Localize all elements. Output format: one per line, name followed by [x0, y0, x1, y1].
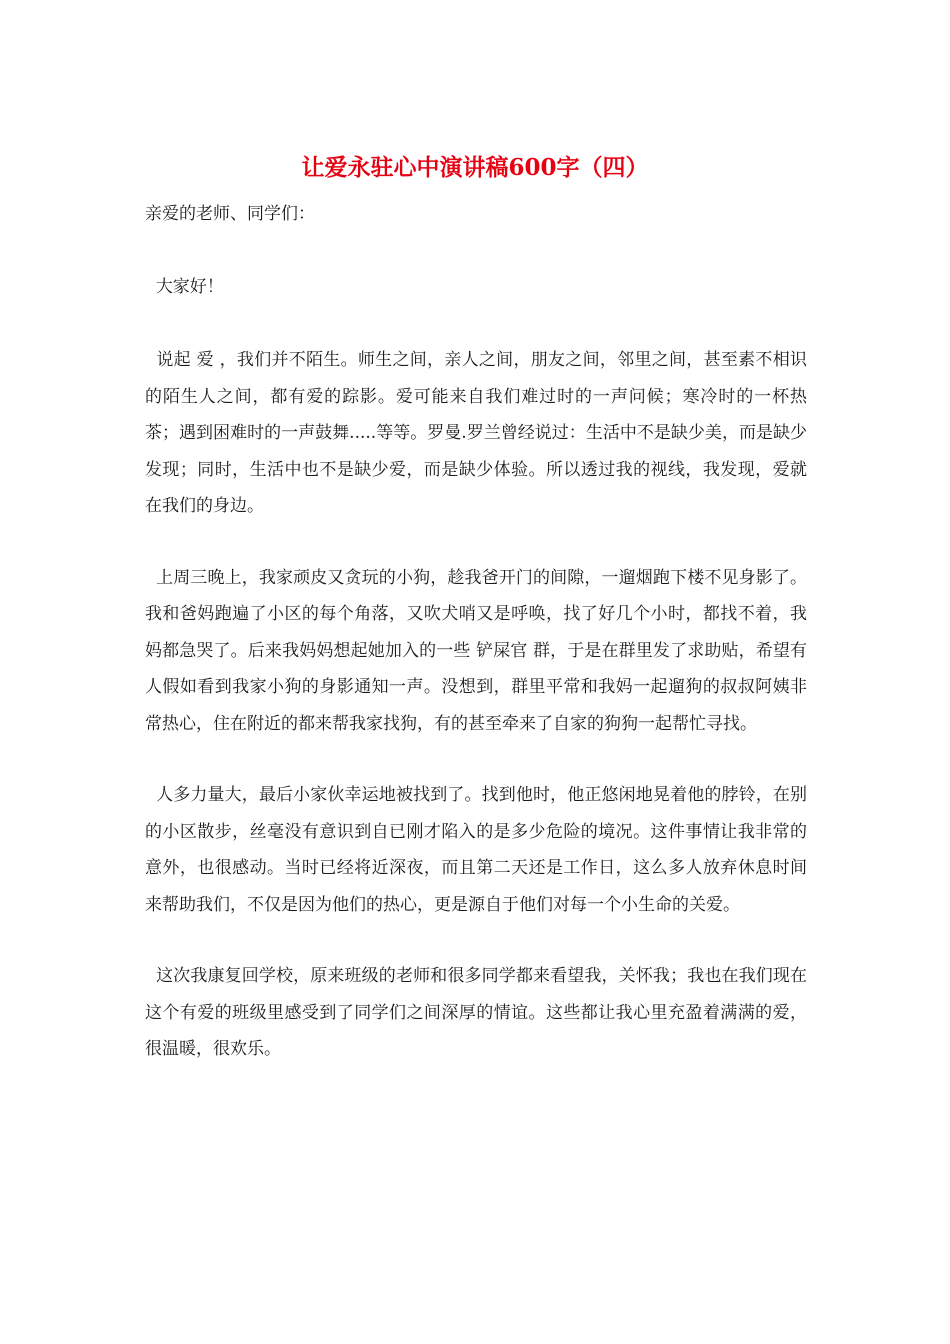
greeting-paragraph: 大家好！	[145, 277, 224, 297]
document-body	[145, 196, 807, 1068]
paragraph-spacer	[145, 923, 807, 958]
paragraph-spacer	[145, 306, 807, 343]
body-paragraph: 人多力量大，最后小家伙幸运地被找到了。找到他时，他正悠闲地晃着他的脖铃，在别的小区散步，丝毫没有意识到自已刚才陷入的是多少危险的境况。这件事情让我非常的意外，也很感动。当时已经将近深夜，而且第二天还是工作日，这么多人放弃休息时间来帮助我们，不仅是因为他们的热心，更是源自于他们对每一个小生命的关爱。	[145, 785, 807, 915]
paragraph-spacer	[145, 525, 807, 560]
paragraph-spacer	[145, 742, 807, 777]
closing-paragraph: 这次我康复回学校，原来班级的老师和很多同学都来看望我，关怀我；我也在我们现在这个有爱的班级里感受到了同学们之间深厚的情谊。这些都让我心里充盈着满满的爱，很温暖，很欢乐。	[145, 966, 807, 1059]
document-title: 让爱永驻心中演讲稿600字（四）	[301, 154, 649, 181]
paragraph-spacer	[145, 233, 807, 270]
body-paragraph: 上周三晚上，我家顽皮又贪玩的小狗，趁我爸开门的间隙，一遛烟跑下楼不见身影了。我和爸妈跑遍了小区的每个角落，又吹犬哨又是呼唤，找了好几个小时，都找不着，我妈都急哭了。后来我妈妈想起她加入的一些 铲屎官 群，于是在群里发了求助贴，希望有人假如看到我家小狗的身影通知一声。没想到，群里平常和我妈一起遛狗的叔叔阿姨非常热心，住在附近的都来帮我家找狗，有的甚至牵来了自家的狗狗一起帮忙寻找。	[145, 567, 807, 734]
salutation-paragraph: 亲爱的老师、同学们：	[145, 204, 315, 224]
body-paragraph: 说起 爱 ，我们并不陌生。师生之间，亲人之间，朋友之间，邻里之间，甚至素不相识的陌生人之间，都有爱的踪影。爱可能来自我们难过时的一声问候；寒冷时的一杯热茶；遇到困难时的一声鼓舞.....等等。罗曼.罗兰曾经说过：生活中不是缺少美，而是缺少发现；同时，生活中也不是缺少爱，而是缺少体验。所以透过我的视线，我发现，爱就在我们的身边。	[145, 350, 808, 516]
